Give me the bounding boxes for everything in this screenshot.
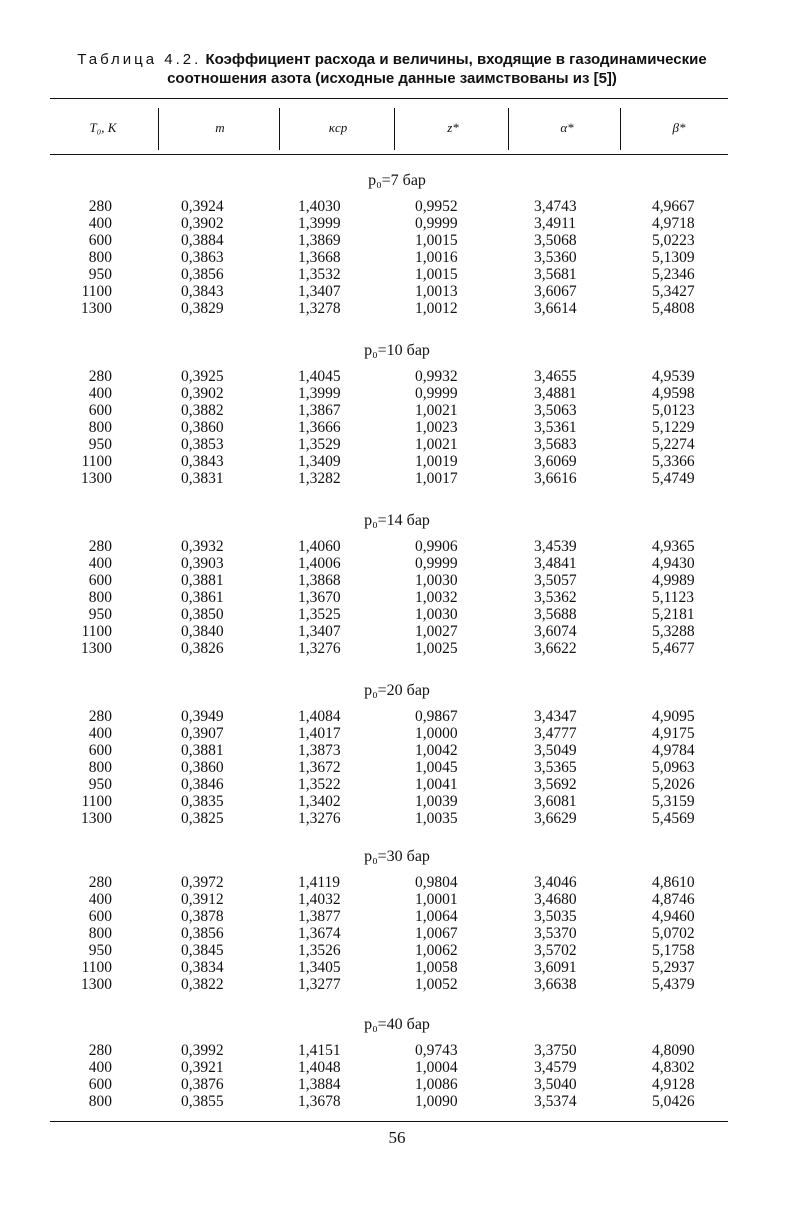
table-cell: 3,6614 [534,300,577,317]
table-row [0,742,794,759]
table-cell: 1,0052 [415,976,458,993]
table-cell: 0,3903 [181,555,224,572]
table-cell: 1,3402 [298,793,341,810]
table-cell: 5,2181 [652,606,695,623]
table-cell: 5,2346 [652,266,695,283]
table-cell: 5,1123 [652,589,695,606]
table-cell: 1,0058 [415,959,458,976]
table-cell: 3,5040 [534,1076,577,1093]
header-divider [279,108,280,150]
table-top-rule [50,98,728,99]
table-cell: 600 [88,232,112,249]
header-divider [394,108,395,150]
table-cell: 3,5688 [534,606,577,623]
table-cell: 1,4060 [298,538,341,555]
table-cell: 5,0123 [652,402,695,419]
table-row [0,249,794,266]
table-cell: 1,0019 [415,453,458,470]
table-cell: 5,0426 [652,1093,695,1110]
table-row [0,640,794,657]
table-row [0,874,794,891]
table-cell: 1,0012 [415,300,458,317]
table-cell: 3,5365 [534,759,577,776]
table-cell: 1300 [81,470,112,487]
table-cell: 1,3407 [298,283,341,300]
table-row [0,572,794,589]
table-cell: 1300 [81,300,112,317]
table-cell: 0,3881 [181,572,224,589]
table-row [0,436,794,453]
table-cell: 4,9784 [652,742,695,759]
header-divider [508,108,509,150]
table-cell: 1,3867 [298,402,341,419]
table-cell: 3,5068 [534,232,577,249]
table-cell: 5,2026 [652,776,695,793]
table-cell: 5,4677 [652,640,695,657]
table-cell: 0,3860 [181,419,224,436]
group-title: p₀=7 бар [368,172,426,189]
table-cell: 1,0039 [415,793,458,810]
table-cell: 1,0017 [415,470,458,487]
table-cell: 0,9999 [415,555,458,572]
table-caption [52,50,732,88]
table-cell: 5,2937 [652,959,695,976]
table-cell: 4,9175 [652,725,695,742]
table-cell: 280 [88,874,112,891]
table-cell: 1,0015 [415,266,458,283]
table-cell: 1,3999 [298,215,341,232]
table-row [0,810,794,827]
table-cell: 3,6622 [534,640,577,657]
table-cell: 0,3840 [181,623,224,640]
header-alpha: α* [560,120,574,135]
table-cell: 1,0021 [415,436,458,453]
table-cell: 1300 [81,976,112,993]
table-cell: 280 [88,198,112,215]
table-row [0,215,794,232]
table-cell: 1,3276 [298,640,341,657]
table-cell: 1,0064 [415,908,458,925]
table-row [0,606,794,623]
table-cell: 1,4119 [298,874,341,891]
table-row [0,725,794,742]
table-cell: 0,3912 [181,891,224,908]
table-cell: 400 [88,725,112,742]
page-number: 56 [388,1128,406,1147]
table-cell: 3,3750 [534,1042,577,1059]
table-cell: 280 [88,1042,112,1059]
table-cell: 0,9804 [415,874,458,891]
table-row [0,759,794,776]
table-cell: 0,9999 [415,385,458,402]
table-cell: 0,3834 [181,959,224,976]
table-cell: 3,6638 [534,976,577,993]
table-cell: 800 [88,589,112,606]
table-cell: 4,9598 [652,385,695,402]
table-row [0,300,794,317]
table-row [0,942,794,959]
table-cell: 1,0023 [415,419,458,436]
group-title: p₀=10 бар [364,342,430,359]
table-cell: 1100 [81,959,112,976]
table-cell: 1,3678 [298,1093,341,1110]
table-cell: 1300 [81,810,112,827]
table-cell: 3,4841 [534,555,577,572]
table-cell: 0,9952 [415,198,458,215]
table-cell: 3,5361 [534,419,577,436]
table-cell: 4,8302 [652,1059,695,1076]
table-cell: 1,0016 [415,249,458,266]
table-row [0,1042,794,1059]
table-cell: 3,4347 [534,708,577,725]
table-cell: 1,4030 [298,198,341,215]
table-row [0,623,794,640]
table-cell: 3,6616 [534,470,577,487]
table-cell: 3,5362 [534,589,577,606]
table-cell: 1,4045 [298,368,341,385]
table-cell: 4,8746 [652,891,695,908]
table-cell: 0,3907 [181,725,224,742]
table-cell: 400 [88,891,112,908]
table-row [0,959,794,976]
table-bottom-rule [50,1121,728,1122]
table-cell: 800 [88,759,112,776]
table-row [0,470,794,487]
table-cell: 1,0025 [415,640,458,657]
table-cell: 1,0062 [415,942,458,959]
table-row [0,385,794,402]
table-row [0,976,794,993]
table-cell: 1,3668 [298,249,341,266]
table-cell: 3,5692 [534,776,577,793]
table-cell: 5,3159 [652,793,695,810]
table-cell: 1,3529 [298,436,341,453]
table-cell: 1,3999 [298,385,341,402]
table-cell: 1,4017 [298,725,341,742]
table-cell: 3,6629 [534,810,577,827]
table-cell: 5,4379 [652,976,695,993]
table-row [0,198,794,215]
table-row [0,232,794,249]
table-row [0,1076,794,1093]
table-cell: 800 [88,925,112,942]
table-cell: 800 [88,249,112,266]
table-cell: 1100 [81,793,112,810]
table-header-rule [50,154,728,155]
header-beta: β* [672,120,686,135]
table-cell: 3,5057 [534,572,577,589]
table-cell: 1,4151 [298,1042,341,1059]
table-cell: 0,3825 [181,810,224,827]
table-row [0,283,794,300]
table-cell: 4,9128 [652,1076,695,1093]
table-cell: 4,8610 [652,874,695,891]
table-cell: 950 [88,776,112,793]
table-cell: 3,5681 [534,266,577,283]
table-cell: 0,3992 [181,1042,224,1059]
table-cell: 4,8090 [652,1042,695,1059]
table-cell: 1,0032 [415,589,458,606]
table-cell: 5,1758 [652,942,695,959]
table-cell: 3,5360 [534,249,577,266]
table-cell: 3,5049 [534,742,577,759]
table-cell: 0,9743 [415,1042,458,1059]
table-cell: 1,0041 [415,776,458,793]
table-cell: 400 [88,215,112,232]
table-cell: 5,4808 [652,300,695,317]
table-cell: 5,3427 [652,283,695,300]
table-row [0,402,794,419]
table-cell: 3,4655 [534,368,577,385]
table-cell: 1,3884 [298,1076,341,1093]
group-title: p₀=40 бар [364,1016,430,1033]
table-cell: 1100 [81,453,112,470]
table-cell: 1300 [81,640,112,657]
table-cell: 3,4680 [534,891,577,908]
table-cell: 1,3672 [298,759,341,776]
table-cell: 0,9906 [415,538,458,555]
table-cell: 0,3863 [181,249,224,266]
table-row [0,925,794,942]
table-cell: 1,4048 [298,1059,341,1076]
table-cell: 0,3850 [181,606,224,623]
table-cell: 3,5063 [534,402,577,419]
table-cell: 4,9539 [652,368,695,385]
table-row [0,1059,794,1076]
table-cell: 5,0963 [652,759,695,776]
table-cell: 1,3278 [298,300,341,317]
table-cell: 600 [88,572,112,589]
table-cell: 3,4579 [534,1059,577,1076]
table-cell: 280 [88,368,112,385]
table-cell: 0,3861 [181,589,224,606]
table-cell: 1,3277 [298,976,341,993]
table-cell: 0,3882 [181,402,224,419]
table-row [0,908,794,925]
table-cell: 1,0086 [415,1076,458,1093]
table-cell: 1,3666 [298,419,341,436]
table-cell: 5,0702 [652,925,695,942]
table-cell: 3,5370 [534,925,577,942]
table-cell: 3,6069 [534,453,577,470]
header-divider [620,108,621,150]
table-cell: 800 [88,1093,112,1110]
header-kappa: κср [328,120,348,135]
table-row [0,538,794,555]
table-cell: 1100 [81,283,112,300]
table-cell: 600 [88,908,112,925]
table-cell: 4,9667 [652,198,695,215]
table-cell: 4,9989 [652,572,695,589]
table-cell: 5,2274 [652,436,695,453]
header-temperature: T₀, K [89,120,117,135]
table-cell: 400 [88,1059,112,1076]
table-cell: 0,3829 [181,300,224,317]
table-cell: 1,0042 [415,742,458,759]
table-cell: 1,0035 [415,810,458,827]
table-cell: 1,0004 [415,1059,458,1076]
table-row [0,419,794,436]
table-cell: 0,3846 [181,776,224,793]
table-cell: 0,3856 [181,925,224,942]
table-cell: 5,1229 [652,419,695,436]
table-cell: 0,3843 [181,453,224,470]
table-cell: 1,4032 [298,891,341,908]
table-cell: 1,3407 [298,623,341,640]
table-cell: 5,0223 [652,232,695,249]
table-cell: 1,3282 [298,470,341,487]
table-cell: 0,3855 [181,1093,224,1110]
table-cell: 3,5683 [534,436,577,453]
table-cell: 600 [88,742,112,759]
table-cell: 0,9867 [415,708,458,725]
table-cell: 0,3881 [181,742,224,759]
table-cell: 0,3822 [181,976,224,993]
table-cell: 4,9718 [652,215,695,232]
table-row [0,555,794,572]
table-cell: 0,3853 [181,436,224,453]
table-cell: 4,9365 [652,538,695,555]
table-cell: 3,4046 [534,874,577,891]
table-row [0,266,794,283]
table-cell: 3,6067 [534,283,577,300]
table-cell: 1,0000 [415,725,458,742]
table-cell: 0,3826 [181,640,224,657]
table-cell: 1,3877 [298,908,341,925]
table-cell: 3,4743 [534,198,577,215]
table-cell: 3,5035 [534,908,577,925]
table-row [0,708,794,725]
table-cell: 1,3525 [298,606,341,623]
table-cell: 1,3276 [298,810,341,827]
table-cell: 0,3884 [181,232,224,249]
table-cell: 950 [88,436,112,453]
table-cell: 3,6091 [534,959,577,976]
table-cell: 0,3845 [181,942,224,959]
table-cell: 3,6081 [534,793,577,810]
table-cell: 0,3856 [181,266,224,283]
table-cell: 1,0021 [415,402,458,419]
table-cell: 600 [88,1076,112,1093]
table-cell: 3,4777 [534,725,577,742]
table-cell: 1,0090 [415,1093,458,1110]
table-cell: 5,3366 [652,453,695,470]
table-cell: 0,3835 [181,793,224,810]
table-cell: 0,3924 [181,198,224,215]
header-z: z* [447,120,459,135]
table-cell: 0,3843 [181,283,224,300]
header-divider [158,108,159,150]
table-row [0,368,794,385]
table-cell: 1,0030 [415,606,458,623]
table-cell: 950 [88,606,112,623]
table-cell: 400 [88,385,112,402]
table-cell: 1,0030 [415,572,458,589]
header-m: m [215,120,225,135]
table-cell: 0,3876 [181,1076,224,1093]
table-cell: 800 [88,419,112,436]
table-cell: 280 [88,708,112,725]
table-cell: 1,3526 [298,942,341,959]
table-cell: 0,3932 [181,538,224,555]
table-cell: 4,9095 [652,708,695,725]
table-cell: 1,0015 [415,232,458,249]
table-cell: 5,4569 [652,810,695,827]
table-caption-lead: Таблица 4.2. [77,51,202,68]
table-cell: 0,3902 [181,385,224,402]
table-row [0,793,794,810]
table-cell: 1,3532 [298,266,341,283]
table-cell: 1,3869 [298,232,341,249]
table-cell: 5,4749 [652,470,695,487]
table-cell: 600 [88,402,112,419]
table-cell: 0,3878 [181,908,224,925]
table-cell: 280 [88,538,112,555]
table-cell: 3,4539 [534,538,577,555]
table-cell: 0,3902 [181,215,224,232]
table-cell: 1,0027 [415,623,458,640]
table-cell: 5,1309 [652,249,695,266]
table-cell: 3,5702 [534,942,577,959]
table-row [0,453,794,470]
table-cell: 0,3949 [181,708,224,725]
table-cell: 1,4006 [298,555,341,572]
table-cell: 1,3674 [298,925,341,942]
table-cell: 3,4911 [534,215,577,232]
table-row [0,1093,794,1110]
table-cell: 1,0013 [415,283,458,300]
table-caption-text: Коэффициент расхода и величины, входящие в газодинамические соотношения азота (исходные данные заимствованы из [5]) [167,51,707,87]
table-cell: 950 [88,266,112,283]
table-cell: 1,3409 [298,453,341,470]
table-cell: 1,0045 [415,759,458,776]
table-cell: 1,3868 [298,572,341,589]
table-cell: 0,3921 [181,1059,224,1076]
table-cell: 3,5374 [534,1093,577,1110]
table-cell: 0,9932 [415,368,458,385]
group-title: p₀=30 бар [364,848,430,865]
table-cell: 1,3522 [298,776,341,793]
table-cell: 0,3972 [181,874,224,891]
table-cell: 5,3288 [652,623,695,640]
table-cell: 1,3405 [298,959,341,976]
table-cell: 1,4084 [298,708,341,725]
table-cell: 1100 [81,623,112,640]
table-cell: 1,3873 [298,742,341,759]
table-cell: 0,9999 [415,215,458,232]
table-cell: 1,0001 [415,891,458,908]
group-title: p₀=20 бар [364,682,430,699]
table-cell: 0,3925 [181,368,224,385]
table-row [0,891,794,908]
table-cell: 3,4881 [534,385,577,402]
table-cell: 0,3860 [181,759,224,776]
table-cell: 400 [88,555,112,572]
table-cell: 0,3831 [181,470,224,487]
table-cell: 4,9460 [652,908,695,925]
table-cell: 3,6074 [534,623,577,640]
table-row [0,776,794,793]
table-cell: 1,0067 [415,925,458,942]
table-cell: 950 [88,942,112,959]
table-row [0,589,794,606]
table-cell: 1,3670 [298,589,341,606]
group-title: p₀=14 бар [364,512,430,529]
table-cell: 4,9430 [652,555,695,572]
